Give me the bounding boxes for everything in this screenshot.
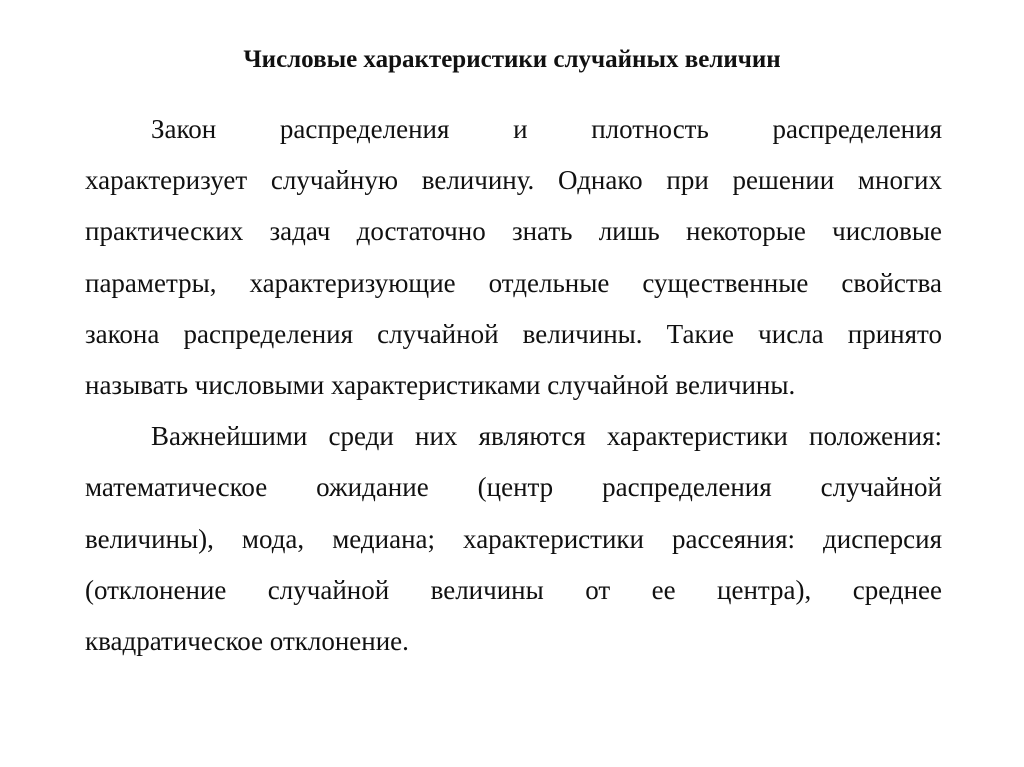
paragraph-2-line-3: величины), мода, медиана; характеристики рассеяния: дисперсия	[85, 523, 942, 554]
paragraph-1-line-1: Закон распределения и плотность распределения	[151, 114, 942, 144]
paragraph-2-line-5: квадратическое отклонение.	[85, 625, 409, 656]
paragraph-2-line-2: математическое ожидание (центр распределения случайной	[85, 472, 942, 503]
paragraph-1-line-6: называть числовыми характеристиками случайной величины.	[85, 369, 796, 400]
paragraph-1-line-4: параметры, характеризующие отдельные существенные свойства	[85, 267, 942, 298]
paragraph-2-line-4: (отклонение случайной величины от ее центра), среднее	[85, 574, 942, 605]
paragraph-2-line-1: Важнейшими среди них являются характеристики положения:	[151, 421, 942, 452]
paragraph-1-line-5: закона распределения случайной величины. Такие числа принято	[85, 318, 942, 349]
paragraph-1-line-3: практических задач достаточно знать лишь некоторые числовые	[85, 216, 942, 247]
body-text	[85, 104, 942, 667]
page-title: Числовые характеристики случайных величин	[243, 46, 781, 73]
paragraph-1-line-2: характеризует случайную величину. Однако при решении многих	[85, 165, 942, 196]
